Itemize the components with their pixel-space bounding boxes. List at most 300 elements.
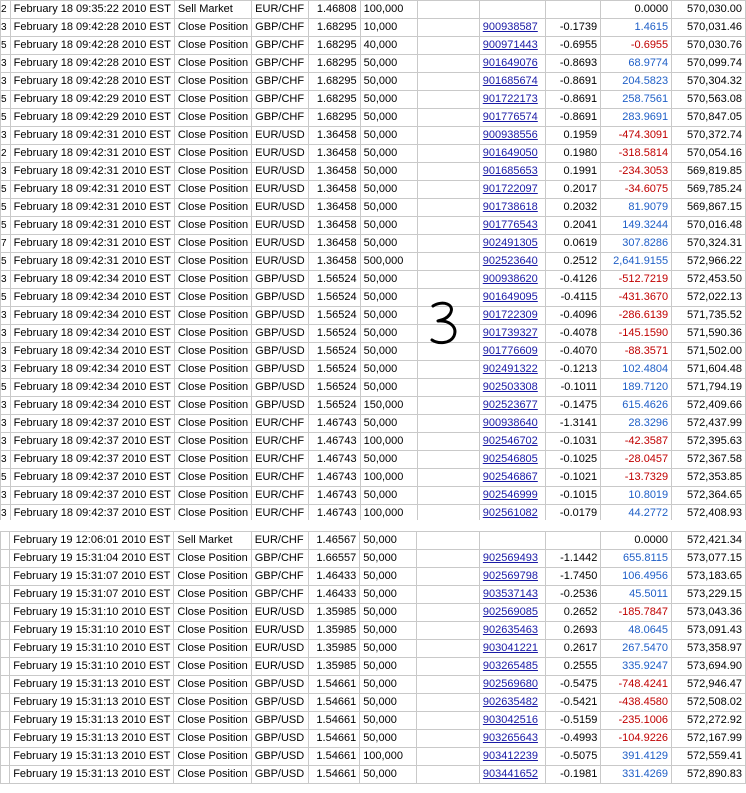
time-cell: February 19 12:06:01 2010 EST: [10, 532, 174, 550]
price-cell: 1.56524: [309, 361, 361, 379]
balance-cell: 572,508.02: [672, 694, 746, 712]
order-link-cell: [479, 748, 546, 766]
type-cell: Close Position: [174, 199, 251, 217]
pnl-cell: 68.9774: [601, 55, 672, 73]
symbol-cell: GBP/CHF: [251, 568, 308, 586]
blank-cell: [417, 451, 479, 469]
order-id-link[interactable]: 901776543: [482, 219, 538, 231]
time-cell: February 19 15:31:13 2010 EST: [10, 676, 174, 694]
rollover-cell: -0.5475: [546, 676, 601, 694]
amount-cell: 100,000: [360, 1, 417, 19]
annotation-text: 3: [328, 198, 329, 199]
row-edge: 5: [1, 37, 11, 55]
blank-cell: [417, 568, 480, 586]
table-row: [1, 694, 746, 712]
order-id-link[interactable]: 901649050: [482, 147, 538, 159]
symbol-cell: GBP/USD: [251, 730, 308, 748]
rollover-cell: -0.1213: [546, 361, 601, 379]
order-id-link[interactable]: 901685653: [482, 165, 538, 177]
time-cell: February 18 09:42:37 2010 EST: [10, 469, 174, 487]
amount-cell: 50,000: [360, 73, 417, 91]
row-edge: [1, 766, 10, 784]
row-edge: 3: [1, 343, 11, 361]
order-id-link[interactable]: 903412239: [482, 750, 538, 762]
order-link-cell: [479, 343, 546, 361]
symbol-cell: EUR/USD: [251, 604, 308, 622]
table-row: [1, 361, 746, 379]
table-row: [1, 748, 746, 766]
rollover-cell: 0.0619: [546, 235, 601, 253]
pnl-cell: -431.3670: [601, 289, 672, 307]
order-id-link[interactable]: 902546999: [482, 489, 538, 501]
pnl-cell: -286.6139: [601, 307, 672, 325]
order-id-link[interactable]: 900971443: [482, 39, 538, 51]
time-cell: February 19 15:31:07 2010 EST: [10, 586, 174, 604]
pnl-cell: 204.5823: [601, 73, 672, 91]
blank-cell: [417, 469, 479, 487]
table-row: [1, 397, 746, 415]
amount-cell: 50,000: [360, 91, 417, 109]
price-cell: 1.36458: [309, 181, 361, 199]
balance-cell: 570,031.46: [672, 19, 746, 37]
order-link-cell: [479, 730, 546, 748]
rollover-cell: -1.7450: [546, 568, 601, 586]
symbol-cell: EUR/USD: [252, 163, 309, 181]
amount-cell: 50,000: [360, 586, 417, 604]
symbol-cell: GBP/CHF: [252, 91, 309, 109]
blank-cell: [417, 748, 480, 766]
order-link-cell: [479, 487, 546, 505]
price-cell: 1.54661: [308, 766, 360, 784]
order-link-cell: [479, 37, 546, 55]
blank-cell: [417, 271, 479, 289]
time-cell: February 18 09:42:34 2010 EST: [10, 343, 174, 361]
pnl-cell: 28.3296: [601, 415, 672, 433]
order-id-link[interactable]: 901649076: [482, 57, 538, 69]
blank-cell: [417, 91, 479, 109]
time-cell: February 18 09:42:31 2010 EST: [10, 253, 174, 271]
rollover-cell: -0.4115: [546, 289, 601, 307]
symbol-cell: GBP/CHF: [252, 37, 309, 55]
balance-cell: 571,590.36: [672, 325, 746, 343]
order-id-link[interactable]: 901776609: [482, 345, 538, 357]
time-cell: February 18 09:42:28 2010 EST: [10, 19, 174, 37]
row-edge: [1, 604, 10, 622]
table-row: [1, 109, 746, 127]
order-id-link[interactable]: 902569680: [482, 678, 538, 690]
row-edge: 3: [1, 307, 11, 325]
amount-cell: 100,000: [360, 433, 417, 451]
row-edge: 3: [1, 163, 11, 181]
price-cell: 1.56524: [309, 379, 361, 397]
order-id-link[interactable]: 902523677: [482, 399, 538, 411]
balance-cell: 572,022.13: [672, 289, 746, 307]
order-link-cell: [479, 676, 546, 694]
table-row: [1, 73, 746, 91]
type-cell: Close Position: [174, 235, 251, 253]
balance-cell: 570,304.32: [672, 73, 746, 91]
rollover-cell: 0.1959: [546, 127, 601, 145]
order-link-cell: [479, 451, 546, 469]
price-cell: 1.56524: [309, 271, 361, 289]
blank-cell: [417, 604, 480, 622]
symbol-cell: GBP/USD: [252, 361, 309, 379]
row-edge: [1, 748, 10, 766]
price-cell: 1.68295: [309, 109, 361, 127]
table-row: [1, 469, 746, 487]
order-link-cell: [479, 397, 546, 415]
rollover-cell: 0.2017: [546, 181, 601, 199]
amount-cell: 50,000: [360, 532, 417, 550]
order-id-link[interactable]: 902635482: [482, 696, 538, 708]
symbol-cell: GBP/USD: [252, 289, 309, 307]
order-link-cell: [479, 694, 546, 712]
table-row: [1, 235, 746, 253]
order-id-link[interactable]: 900938556: [482, 129, 538, 141]
row-edge: 5: [1, 379, 11, 397]
order-id-link[interactable]: 902561082: [482, 507, 538, 519]
amount-cell: 50,000: [360, 307, 417, 325]
rollover-cell: -0.1021: [546, 469, 601, 487]
order-link-cell: [479, 289, 546, 307]
amount-cell: 50,000: [360, 415, 417, 433]
price-cell: 1.35985: [308, 658, 360, 676]
row-edge: 3: [1, 325, 11, 343]
rollover-cell: -0.1015: [546, 487, 601, 505]
price-cell: 1.46433: [308, 586, 360, 604]
blank-cell: [417, 433, 479, 451]
order-id-link[interactable]: 903042516: [482, 714, 538, 726]
amount-cell: 50,000: [360, 550, 417, 568]
pnl-cell: -88.3571: [601, 343, 672, 361]
amount-cell: 50,000: [360, 676, 417, 694]
time-cell: February 18 09:42:29 2010 EST: [10, 109, 174, 127]
balance-cell: 570,030.00: [672, 1, 746, 19]
order-link-cell: [479, 163, 546, 181]
order-id-link[interactable]: 900938640: [482, 417, 538, 429]
amount-cell: 50,000: [360, 694, 417, 712]
row-edge: 3: [1, 361, 11, 379]
pnl-cell: 391.4129: [601, 748, 672, 766]
price-cell: 1.68295: [309, 91, 361, 109]
rollover-cell: -0.4078: [546, 325, 601, 343]
amount-cell: 50,000: [360, 217, 417, 235]
order-id-link[interactable]: 900938620: [482, 273, 538, 285]
type-cell: Close Position: [174, 604, 251, 622]
symbol-cell: EUR/USD: [252, 181, 309, 199]
symbol-cell: EUR/USD: [251, 622, 308, 640]
amount-cell: 50,000: [360, 343, 417, 361]
order-link-cell: [479, 181, 546, 199]
rollover-cell: -0.8691: [546, 91, 601, 109]
order-id-link[interactable]: 902569493: [482, 552, 538, 564]
type-cell: Close Position: [174, 55, 251, 73]
amount-cell: 50,000: [360, 712, 417, 730]
time-cell: February 19 15:31:04 2010 EST: [10, 550, 174, 568]
symbol-cell: GBP/USD: [252, 271, 309, 289]
type-cell: Close Position: [174, 271, 251, 289]
row-edge: [1, 532, 10, 550]
order-link-cell: [479, 199, 546, 217]
order-id-link[interactable]: 903265485: [482, 660, 538, 672]
time-cell: February 18 09:42:28 2010 EST: [10, 37, 174, 55]
symbol-cell: EUR/CHF: [252, 1, 309, 19]
order-id-link[interactable]: 902569798: [482, 570, 538, 582]
type-cell: Close Position: [174, 19, 251, 37]
pnl-cell: -748.4241: [601, 676, 672, 694]
type-cell: Close Position: [174, 487, 251, 505]
amount-cell: 50,000: [360, 658, 417, 676]
pnl-cell: -318.5814: [601, 145, 672, 163]
time-cell: February 18 09:42:31 2010 EST: [10, 145, 174, 163]
order-id-link[interactable]: 903265643: [482, 732, 538, 744]
rollover-cell: -0.4993: [546, 730, 601, 748]
table-row: [1, 325, 746, 343]
table-row: [1, 379, 746, 397]
time-cell: February 18 09:42:34 2010 EST: [10, 397, 174, 415]
time-cell: February 19 15:31:13 2010 EST: [10, 730, 174, 748]
price-cell: 1.56524: [309, 307, 361, 325]
row-edge: [1, 658, 10, 676]
order-link-cell: [479, 550, 546, 568]
order-link-cell: [479, 379, 546, 397]
table-row: [1, 604, 746, 622]
balance-cell: 570,030.76: [672, 37, 746, 55]
price-cell: 1.36458: [309, 163, 361, 181]
time-cell: February 18 09:42:28 2010 EST: [10, 73, 174, 91]
row-edge: 5: [1, 181, 11, 199]
time-cell: February 19 15:31:13 2010 EST: [10, 766, 174, 784]
time-cell: February 18 09:42:37 2010 EST: [10, 415, 174, 433]
order-id-link[interactable]: 900938587: [482, 21, 538, 33]
time-cell: February 19 15:31:13 2010 EST: [10, 712, 174, 730]
amount-cell: 500,000: [360, 253, 417, 271]
symbol-cell: EUR/CHF: [251, 532, 308, 550]
type-cell: Close Position: [174, 127, 251, 145]
symbol-cell: GBP/CHF: [252, 109, 309, 127]
symbol-cell: GBP/USD: [251, 712, 308, 730]
price-cell: 1.66557: [308, 550, 360, 568]
balance-cell: 572,364.65: [672, 487, 746, 505]
symbol-cell: EUR/USD: [252, 217, 309, 235]
type-cell: Close Position: [174, 217, 251, 235]
blank-cell: [417, 379, 479, 397]
price-cell: 1.56524: [309, 397, 361, 415]
pnl-cell: -438.4580: [601, 694, 672, 712]
order-id-link[interactable]: 901722097: [482, 183, 538, 195]
price-cell: 1.35985: [308, 640, 360, 658]
type-cell: Close Position: [174, 712, 251, 730]
order-link-cell: [479, 19, 546, 37]
table-row: [1, 289, 746, 307]
rollover-cell: -0.6955: [546, 37, 601, 55]
order-id-link[interactable]: 902491322: [482, 363, 538, 375]
amount-cell: 50,000: [360, 487, 417, 505]
symbol-cell: GBP/CHF: [252, 73, 309, 91]
symbol-cell: GBP/USD: [251, 694, 308, 712]
order-id-link[interactable]: 903441652: [482, 768, 538, 780]
type-cell: Close Position: [174, 343, 251, 361]
symbol-cell: EUR/CHF: [252, 433, 309, 451]
price-cell: 1.46743: [309, 469, 361, 487]
time-cell: February 18 09:42:37 2010 EST: [10, 487, 174, 505]
blank-cell: [417, 397, 479, 415]
order-link-cell: [479, 433, 546, 451]
time-cell: February 18 09:42:34 2010 EST: [10, 379, 174, 397]
rollover-cell: 0.2652: [546, 604, 601, 622]
blank-cell: [417, 694, 480, 712]
pnl-cell: 10.8019: [601, 487, 672, 505]
pnl-cell: -42.3587: [601, 433, 672, 451]
pnl-cell: -474.3091: [601, 127, 672, 145]
balance-cell: 570,054.16: [672, 145, 746, 163]
blank-cell: [417, 532, 480, 550]
order-id-link[interactable]: 902491305: [482, 237, 538, 249]
rollover-cell: -0.5159: [546, 712, 601, 730]
pnl-cell: 44.2772: [601, 505, 672, 523]
row-edge: 5: [1, 91, 11, 109]
balance-cell: 573,043.36: [672, 604, 746, 622]
order-id-link[interactable]: 902546867: [482, 471, 538, 483]
order-id-link[interactable]: 902635463: [482, 624, 538, 636]
order-id-link[interactable]: 901685674: [482, 75, 538, 87]
amount-cell: 50,000: [360, 361, 417, 379]
table-row: [1, 1, 746, 19]
order-id-link[interactable]: 901649095: [482, 291, 538, 303]
order-id-link[interactable]: 901738618: [482, 201, 538, 213]
pnl-cell: 267.5470: [601, 640, 672, 658]
order-id-link[interactable]: 903041221: [482, 642, 538, 654]
table-row: [1, 730, 746, 748]
type-cell: Close Position: [174, 469, 251, 487]
type-cell: Close Position: [174, 748, 251, 766]
price-cell: 1.54661: [308, 676, 360, 694]
price-cell: 1.46743: [309, 505, 361, 523]
amount-cell: 50,000: [360, 235, 417, 253]
symbol-cell: EUR/CHF: [252, 415, 309, 433]
order-id-link[interactable]: 901722309: [482, 309, 538, 321]
type-cell: Close Position: [174, 307, 251, 325]
order-id-link[interactable]: 902523640: [482, 255, 538, 267]
order-id-link[interactable]: 903537143: [482, 588, 538, 600]
blank-cell: [417, 235, 479, 253]
price-cell: 1.54661: [308, 694, 360, 712]
time-cell: February 18 09:35:22 2010 EST: [10, 1, 174, 19]
balance-cell: 573,091.43: [672, 622, 746, 640]
pnl-cell: 106.4956: [601, 568, 672, 586]
amount-cell: 50,000: [360, 145, 417, 163]
blank-cell: [417, 217, 479, 235]
amount-cell: 100,000: [360, 505, 417, 523]
balance-cell: 573,183.65: [672, 568, 746, 586]
order-link-cell: [479, 469, 546, 487]
balance-cell: 569,819.85: [672, 163, 746, 181]
order-id-link[interactable]: 902546805: [482, 453, 538, 465]
row-edge: 3: [1, 487, 11, 505]
balance-cell: 573,229.15: [672, 586, 746, 604]
price-cell: 1.46743: [309, 415, 361, 433]
order-link-cell: [479, 604, 546, 622]
order-id-link[interactable]: 901739327: [482, 327, 538, 339]
rollover-cell: 0.1980: [546, 145, 601, 163]
pnl-cell: 307.8286: [601, 235, 672, 253]
amount-cell: 50,000: [360, 109, 417, 127]
order-link-cell: [479, 127, 546, 145]
row-edge: 5: [1, 289, 11, 307]
table-row: [1, 712, 746, 730]
row-edge: 5: [1, 199, 11, 217]
table-row: [1, 181, 746, 199]
rollover-cell: -0.1025: [546, 451, 601, 469]
symbol-cell: EUR/USD: [252, 253, 309, 271]
order-link-cell: [479, 361, 546, 379]
type-cell: Close Position: [174, 397, 251, 415]
time-cell: February 19 15:31:10 2010 EST: [10, 604, 174, 622]
order-link-cell: [479, 640, 546, 658]
symbol-cell: GBP/CHF: [251, 550, 308, 568]
table-row: [1, 640, 746, 658]
symbol-cell: EUR/USD: [251, 640, 308, 658]
row-edge: 7: [1, 235, 11, 253]
time-cell: February 19 15:31:07 2010 EST: [10, 568, 174, 586]
order-id-link[interactable]: 902546702: [482, 435, 538, 447]
balance-cell: 572,966.22: [672, 253, 746, 271]
pnl-cell: 81.9079: [601, 199, 672, 217]
symbol-cell: EUR/USD: [252, 235, 309, 253]
rollover-cell: [546, 1, 601, 19]
order-id-link[interactable]: 901722173: [482, 93, 538, 105]
order-id-link[interactable]: 901776574: [482, 111, 538, 123]
symbol-cell: GBP/USD: [251, 748, 308, 766]
time-cell: February 18 09:42:34 2010 EST: [10, 289, 174, 307]
order-link-cell: [479, 712, 546, 730]
amount-cell: 100,000: [360, 748, 417, 766]
balance-cell: 570,372.74: [672, 127, 746, 145]
rollover-cell: [546, 532, 601, 550]
order-id-link[interactable]: 902503308: [482, 381, 538, 393]
price-cell: 1.46743: [309, 433, 361, 451]
rollover-cell: -0.1739: [546, 19, 601, 37]
amount-cell: 50,000: [360, 127, 417, 145]
section-divider: [0, 520, 746, 531]
balance-cell: 570,563.08: [672, 91, 746, 109]
price-cell: 1.36458: [309, 145, 361, 163]
symbol-cell: EUR/CHF: [252, 469, 309, 487]
order-link-cell: [479, 145, 546, 163]
pnl-cell: -34.6075: [601, 181, 672, 199]
rollover-cell: -0.2536: [546, 586, 601, 604]
order-link-cell: [479, 415, 546, 433]
balance-cell: 570,099.74: [672, 55, 746, 73]
price-cell: 1.35985: [308, 622, 360, 640]
order-link-cell: [479, 73, 546, 91]
order-id-link[interactable]: 902569085: [482, 606, 538, 618]
table-row: [1, 127, 746, 145]
balance-cell: 570,016.48: [672, 217, 746, 235]
blank-cell: [417, 1, 479, 19]
order-link-cell: [479, 217, 546, 235]
order-link-cell: [479, 658, 546, 676]
type-cell: Close Position: [174, 109, 251, 127]
time-cell: February 18 09:42:28 2010 EST: [10, 55, 174, 73]
rollover-cell: -0.1475: [546, 397, 601, 415]
order-link-cell: [479, 55, 546, 73]
blank-cell: [417, 676, 480, 694]
amount-cell: 50,000: [360, 379, 417, 397]
row-edge: [1, 622, 10, 640]
time-cell: February 18 09:42:31 2010 EST: [10, 163, 174, 181]
time-cell: February 18 09:42:31 2010 EST: [10, 127, 174, 145]
